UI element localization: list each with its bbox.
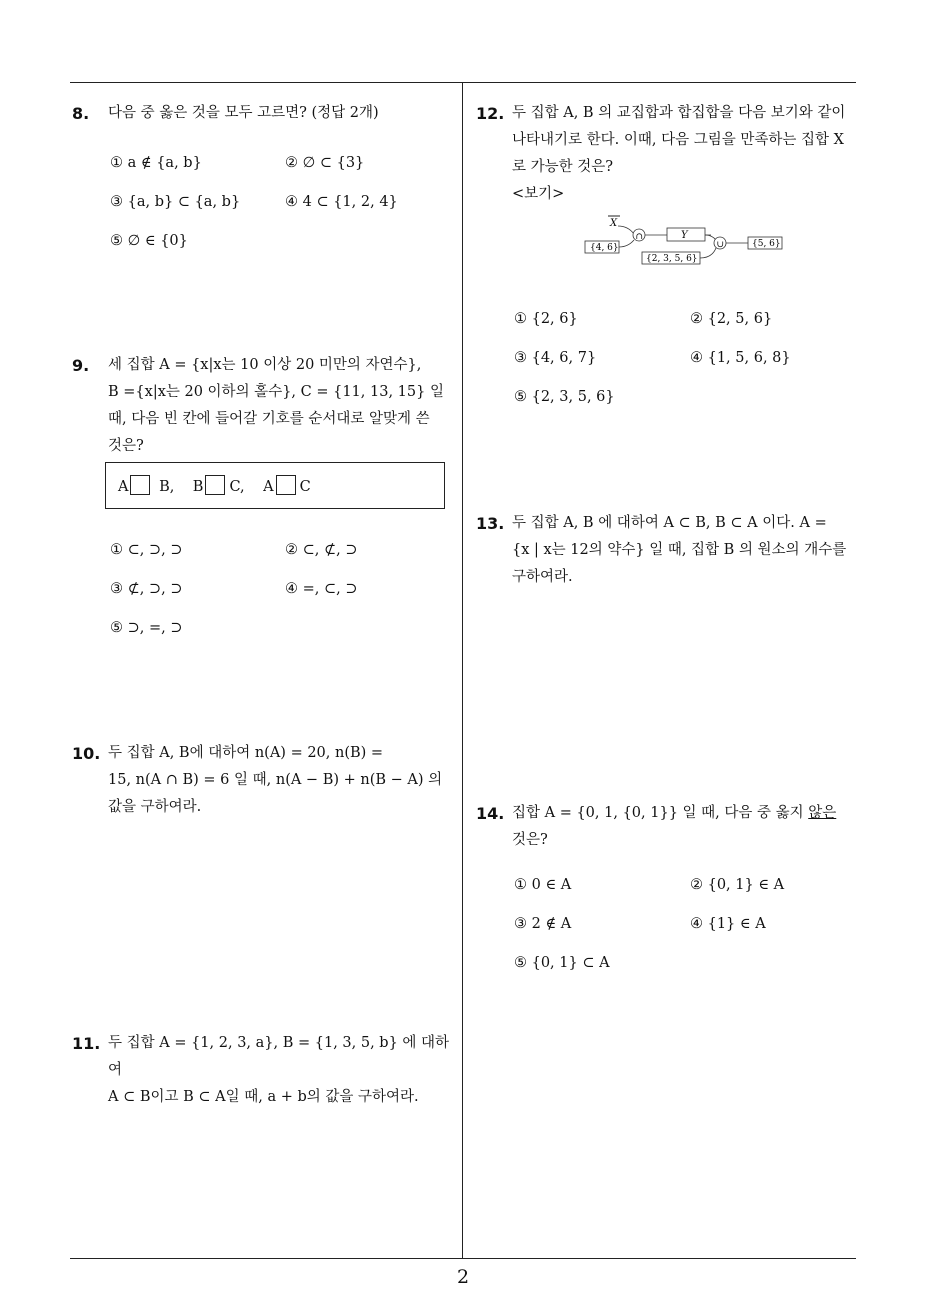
option-1[interactable]: ① ⊂, ⊃, ⊃ [110, 542, 183, 558]
question-line: 때, 다음 빈 칸에 들어갈 기호를 순서대로 알맞게 쓴 [108, 411, 430, 427]
question-line: 것은? [108, 438, 144, 454]
union-symbol: ∪ [716, 240, 725, 250]
question-13 [476, 510, 861, 591]
question-number: 14. [476, 804, 505, 823]
set-label: {5, 6} [752, 239, 781, 249]
option-2[interactable]: ② ⊂, ⊄, ⊃ [285, 542, 358, 558]
blank-square[interactable] [205, 475, 225, 495]
question-line: 구하여라. [512, 569, 573, 585]
intersection-symbol: ∩ [635, 232, 644, 242]
x-label: X [610, 218, 618, 229]
option-3[interactable]: ③ {4, 6, 7} [514, 350, 597, 366]
option-5[interactable]: ⑤ {0, 1} ⊂ A [514, 955, 610, 971]
option-1[interactable]: ① a ∉ {a, b} [110, 155, 202, 171]
question-11 [72, 1030, 460, 1111]
option-4[interactable]: ④ {1} ∈ A [690, 916, 766, 932]
question-number: 11. [72, 1034, 101, 1053]
column-divider [462, 82, 463, 1258]
option-5[interactable]: ⑤ ∅ ∈ {0} [110, 233, 188, 249]
question-10 [72, 740, 460, 821]
set-label: B, [159, 479, 175, 495]
question-line: 두 집합 A, B 의 교집합과 합집합을 다음 보기와 같이 [512, 105, 846, 121]
blank-box [105, 462, 445, 509]
set-label: C, [229, 479, 245, 495]
question-9 [72, 352, 460, 460]
bottom-rule [70, 1258, 856, 1259]
top-rule [70, 82, 856, 83]
question-line: B ={x|x는 20 이하의 홀수}, C = {11, 13, 15} 일 [108, 384, 444, 400]
question-line: 것은? [512, 832, 548, 848]
set-label: B [192, 479, 204, 495]
question-line: 두 집합 A, B에 대하여 n(A) = 20, n(B) = [108, 745, 384, 761]
question-14 [476, 800, 861, 854]
option-4[interactable]: ④ =, ⊂, ⊃ [285, 581, 358, 597]
option-3[interactable]: ③ ⊄, ⊃, ⊃ [110, 581, 183, 597]
question-8 [72, 100, 457, 127]
y-label: Y [681, 230, 688, 241]
option-3[interactable]: ③ {a, b} ⊂ {a, b} [110, 194, 241, 210]
option-4[interactable]: ④ 4 ⊂ {1, 2, 4} [285, 194, 398, 210]
option-2[interactable]: ② ∅ ⊂ {3} [285, 155, 365, 171]
blank-square[interactable] [276, 475, 296, 495]
blank-square[interactable] [130, 475, 150, 495]
question-number: 9. [72, 356, 90, 375]
question-number: 10. [72, 744, 101, 763]
question-line: {x | x는 12의 약수} 일 때, 집합 B 의 원소의 개수를 [512, 542, 847, 558]
set-label: {2, 3, 5, 6} [646, 254, 698, 264]
question-line: 로 가능한 것은? [512, 159, 614, 175]
underlined-word: 않은 [808, 805, 837, 821]
question-line: 나타내기로 한다. 이때, 다음 그림을 만족하는 집합 X [512, 132, 844, 148]
set-label: A [118, 479, 129, 495]
question-line: 세 집합 A = {x|x는 10 이상 20 미만의 자연수}, [108, 357, 422, 373]
question-12 [476, 100, 861, 208]
set-operation-diagram [580, 212, 790, 268]
set-label: C [299, 479, 311, 495]
option-1[interactable]: ① {2, 6} [514, 311, 578, 327]
set-label: A [263, 479, 274, 495]
example-label: <보기> [512, 186, 565, 202]
set-label: {4, 6} [590, 243, 619, 253]
question-line: 15, n(A ∩ B) = 6 일 때, n(A − B) + n(B − A) 의 [108, 772, 443, 788]
question-line: 값을 구하여라. [108, 799, 202, 815]
option-4[interactable]: ④ {1, 5, 6, 8} [690, 350, 791, 366]
option-5[interactable]: ⑤ ⊃, =, ⊃ [110, 620, 183, 636]
option-2[interactable]: ② {0, 1} ∈ A [690, 877, 785, 893]
question-line: A ⊂ B이고 B ⊂ A일 때, a + b의 값을 구하여라. [108, 1089, 419, 1105]
question-line: 집합 A = {0, 1, {0, 1}} 일 때, 다음 중 옳지 [512, 805, 809, 821]
question-number: 13. [476, 514, 505, 533]
question-number: 8. [72, 104, 90, 123]
option-1[interactable]: ① 0 ∈ A [514, 877, 572, 893]
page-number: 2 [456, 1266, 470, 1288]
question-text: 다음 중 옳은 것을 모두 고르면? (정답 2개) [108, 105, 379, 121]
question-line: 두 집합 A = {1, 2, 3, a}, B = {1, 3, 5, b} 에 대하여 [108, 1035, 450, 1078]
question-line: 두 집합 A, B 에 대하여 A ⊂ B, B ⊂ A 이다. A = [512, 515, 827, 531]
option-5[interactable]: ⑤ {2, 3, 5, 6} [514, 389, 615, 405]
option-2[interactable]: ② {2, 5, 6} [690, 311, 773, 327]
question-number: 12. [476, 104, 505, 123]
option-3[interactable]: ③ 2 ∉ A [514, 916, 572, 932]
